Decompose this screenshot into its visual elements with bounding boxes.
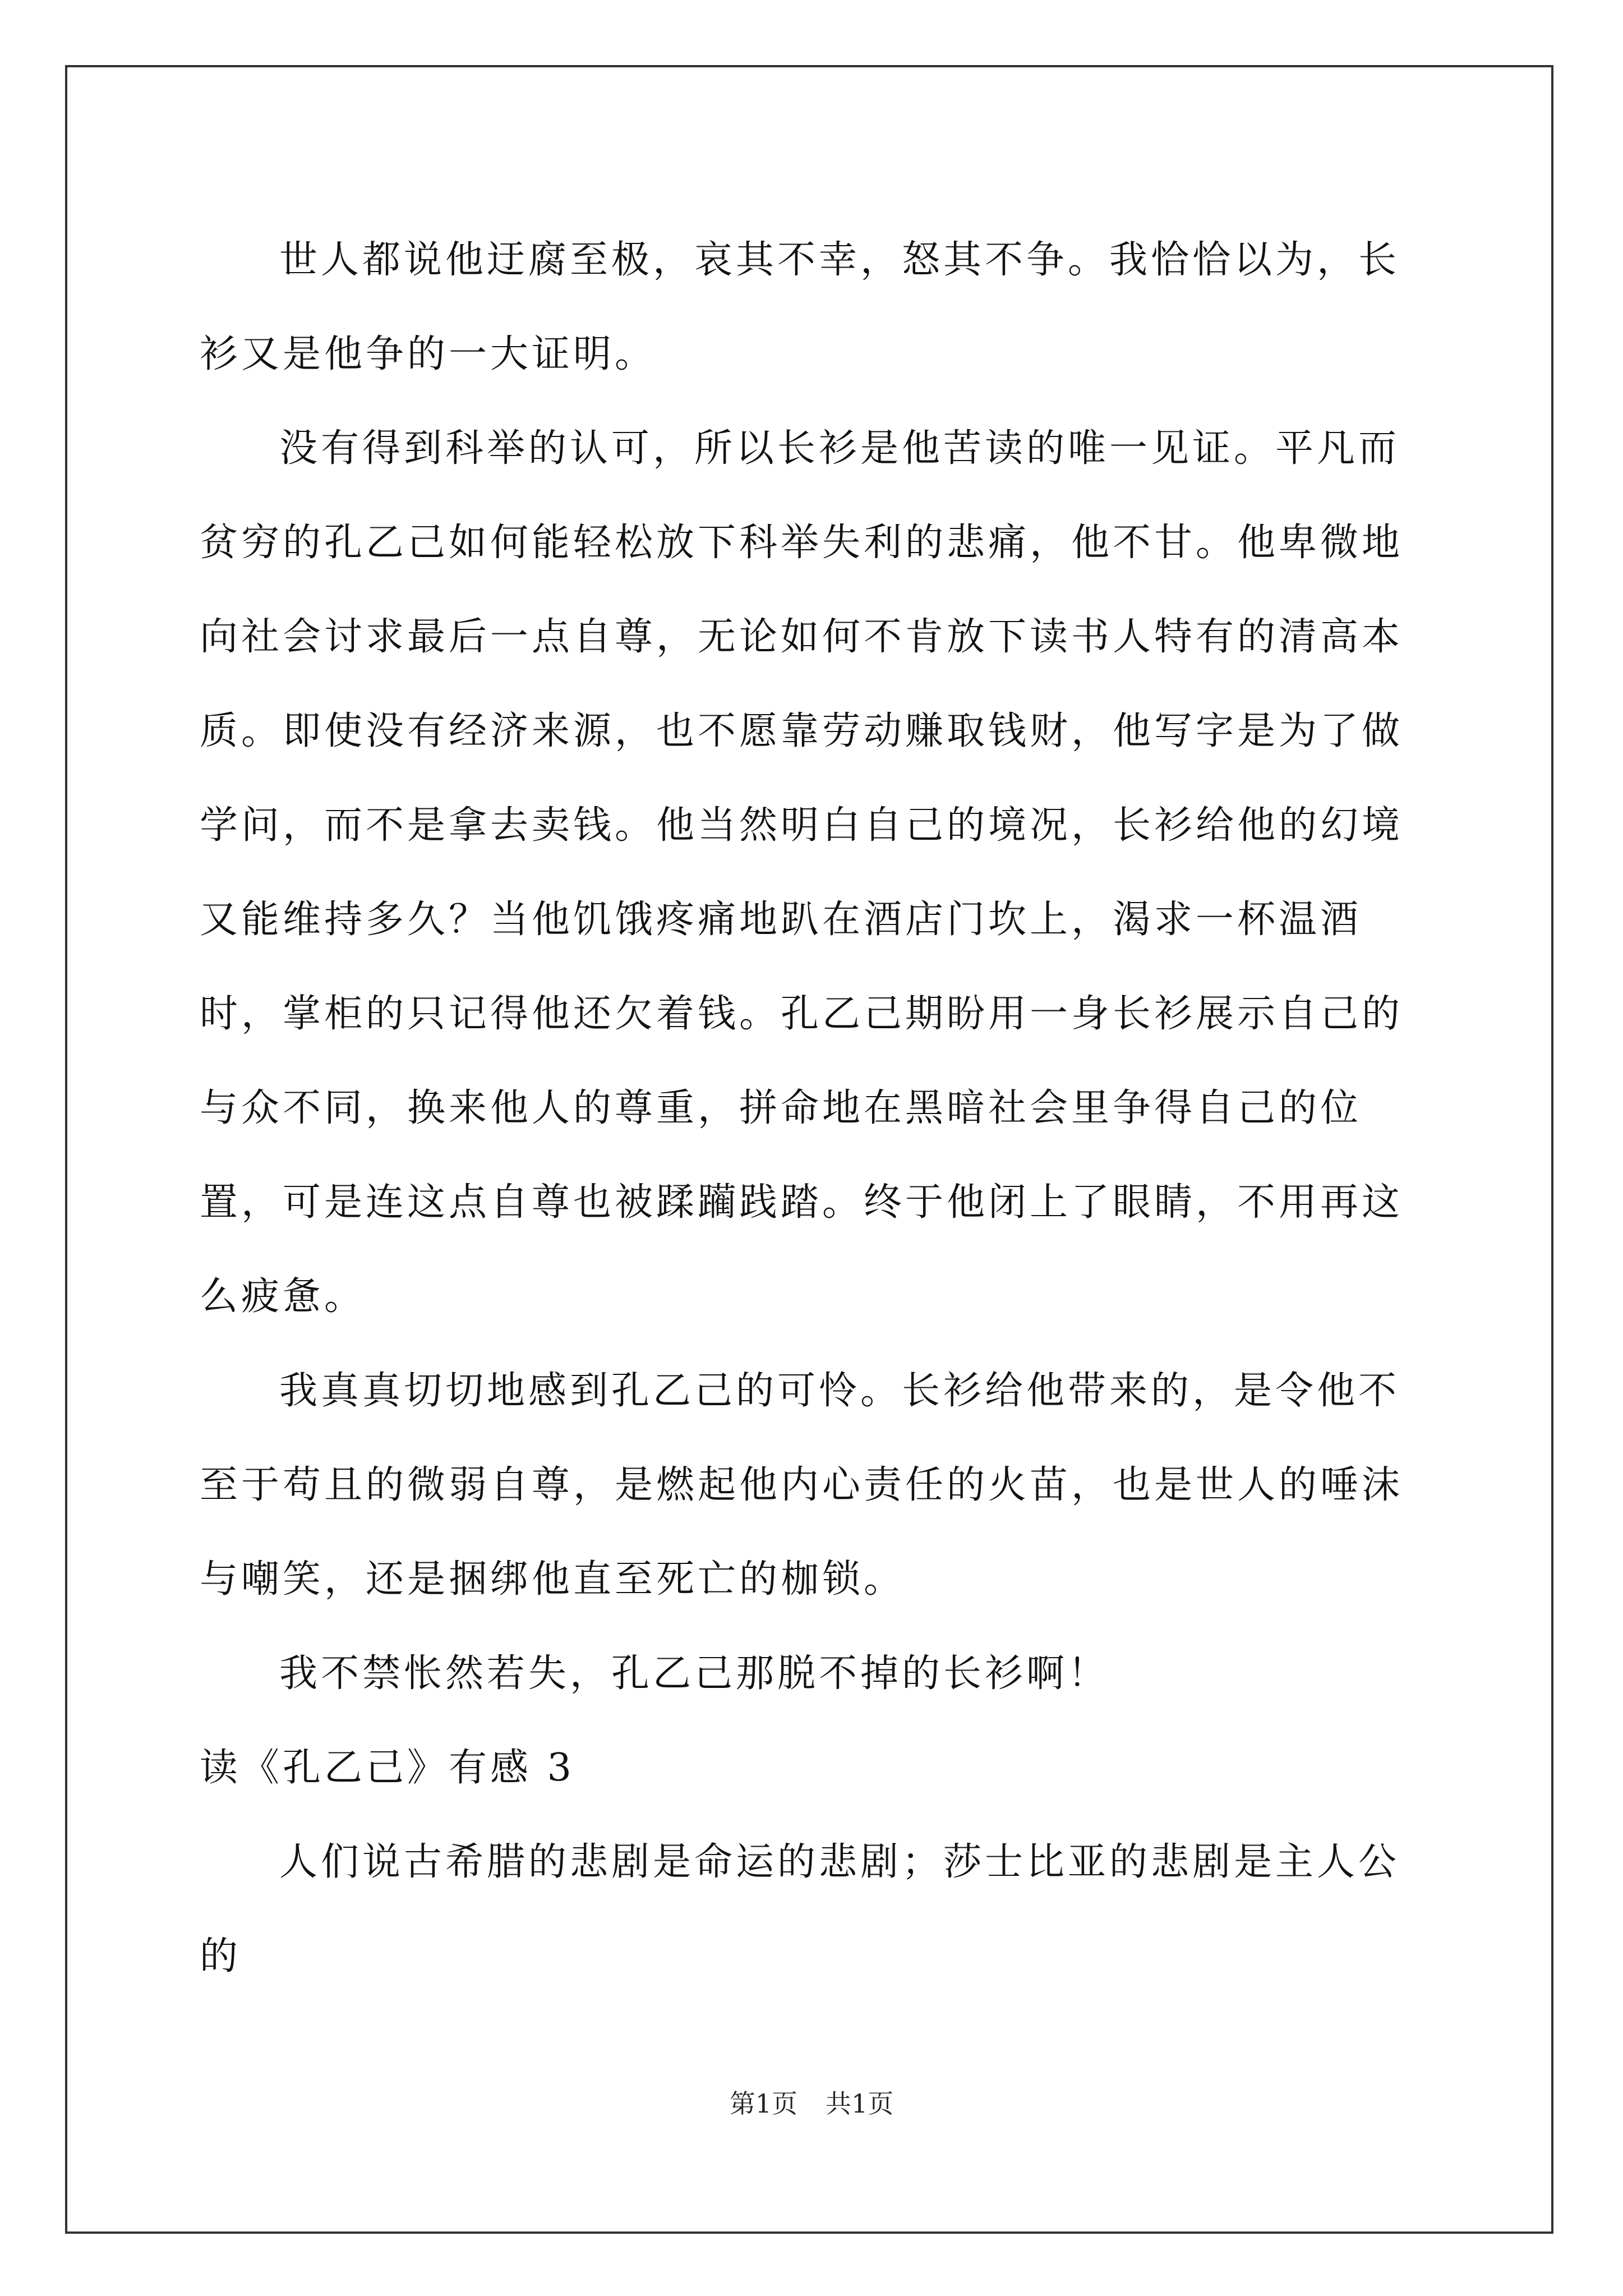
paragraph-2: 没有得到科举的认可，所以长衫是他苦读的唯一见证。平凡而贫穷的孔乙己如何能轻松放下科举失利的悲痛，他不甘。他卑微地向社会讨求最后一点自尊，无论如何不肯放下读书人特有的清高本质。即使没有经济来源，也不愿靠劳动赚取钱财，他写字是为了做学问，而不是拿去卖钱。他当然明白自己的境况，长衫给他的幻境又能维持多久？当他饥饿疼痛地趴在酒店门坎上，渴求一杯温酒时，掌柜的只记得他还欠着钱。孔乙己期盼用一身长衫展示自己的与众不同，换来他人的尊重，拼命地在黑暗社会里争得自己的位置，可是连这点自尊也被蹂躏践踏。终于他闭上了眼睛，不用再这么疲惫。 — [200, 426, 1404, 1319]
document-body — [200, 213, 1433, 2004]
paragraph-1: 世人都说他迂腐至极，哀其不幸，怒其不争。我恰恰以为，长衫又是他争的一大证明。 — [200, 238, 1400, 376]
page-number: 第1页 — [729, 2088, 797, 2119]
page-footer — [0, 2087, 1623, 2120]
section-heading: 读《孔乙己》有感 3 — [200, 1746, 575, 1790]
paragraph-4: 我不禁怅然若失，孔乙己那脱不掉的长衫啊！ — [279, 1651, 1110, 1696]
paragraph-3: 我真真切切地感到孔乙己的可怜。长衫给他带来的，是令他不至于苟且的微弱自尊，是燃起他内心责任的火苗，也是世人的唾沫与嘲笑，还是捆绑他直至死亡的枷锁。 — [200, 1369, 1404, 1602]
paragraph-5: 人们说古希腊的悲剧是命运的悲剧；莎士比亚的悲剧是主人公的 — [200, 1840, 1400, 1978]
page-total: 共1页 — [826, 2088, 894, 2119]
